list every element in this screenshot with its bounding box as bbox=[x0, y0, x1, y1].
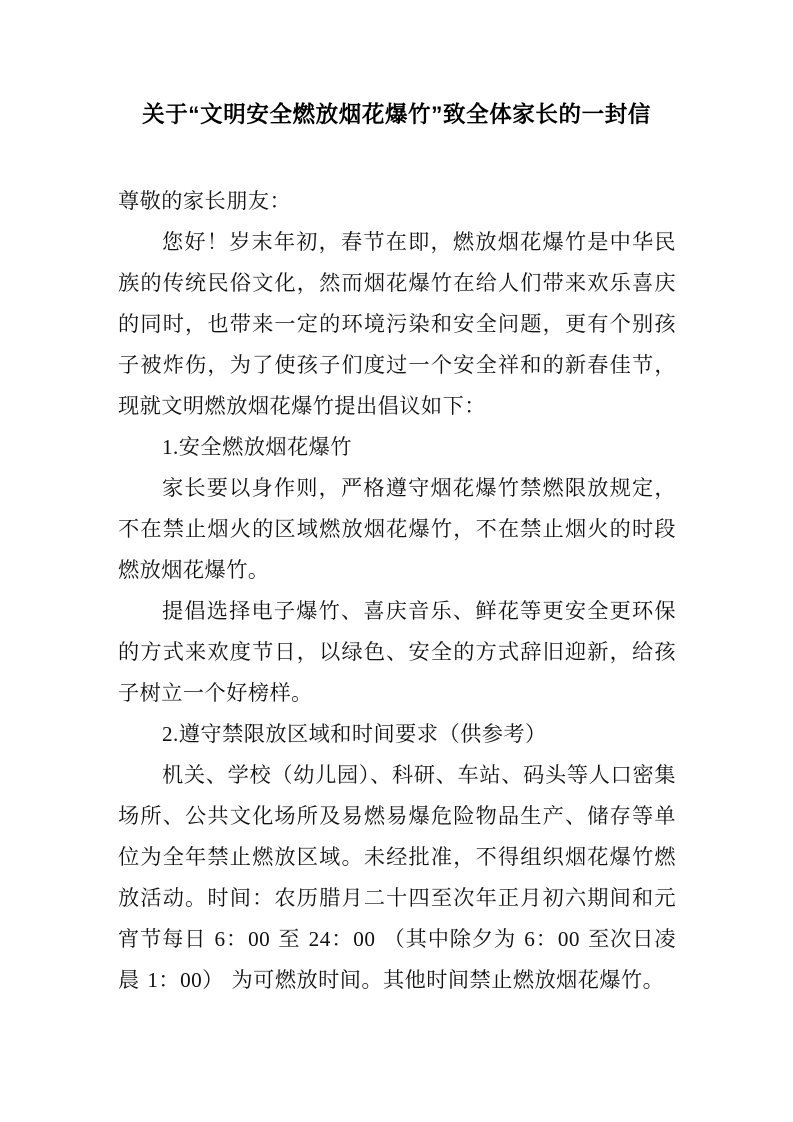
paragraph-heading-2: 2.遵守禁限放区域和时间要求（供参考） bbox=[162, 722, 547, 746]
paragraph-heading-1: 1.安全燃放烟花爆竹 bbox=[162, 435, 352, 459]
paragraph-body-1b: 提倡选择电子爆竹、喜庆音乐、鲜花等更安全更环保的方式来欢度节日，以绿色、安全的方式辞旧迎新，给孩子树立一个好榜样。 bbox=[118, 599, 676, 705]
document-body bbox=[118, 181, 676, 1001]
paragraph-body-1a: 家长要以身作则，严格遵守烟花爆竹禁燃限放规定，不在禁止烟火的区域燃放烟花爆竹，不在禁止烟火的时段燃放烟花爆竹。 bbox=[118, 476, 676, 582]
page-title: 关于“文明安全燃放烟花爆竹”致全体家长的一封信 bbox=[142, 102, 651, 127]
paragraph-intro: 您好！岁末年初，春节在即，燃放烟花爆竹是中华民族的传统民俗文化，然而烟花爆竹在给人们带来欢乐喜庆的同时，也带来一定的环境污染和安全问题，更有个别孩子被炸伤，为了使孩子们度过一个安全祥和的新春佳节，现就文明燃放烟花爆竹提出倡议如下： bbox=[118, 230, 676, 418]
salutation: 尊敬的家长朋友： bbox=[118, 189, 292, 213]
paragraph-body-2a: 机关、学校（幼儿园）、科研、车站、码头等人口密集场所、公共文化场所及易燃易爆危险物品生产、储存等单位为全年禁止燃放区域。未经批准，不得组织烟花爆竹燃放活动。时间：农历腊月二十四至次年正月初六期间和元宵节每日 6：00 至 24：00 （其中除夕为 6：00 至次日凌晨 1：00） 为可燃放时间。其他时间禁止燃放烟花爆竹。 bbox=[118, 763, 676, 992]
